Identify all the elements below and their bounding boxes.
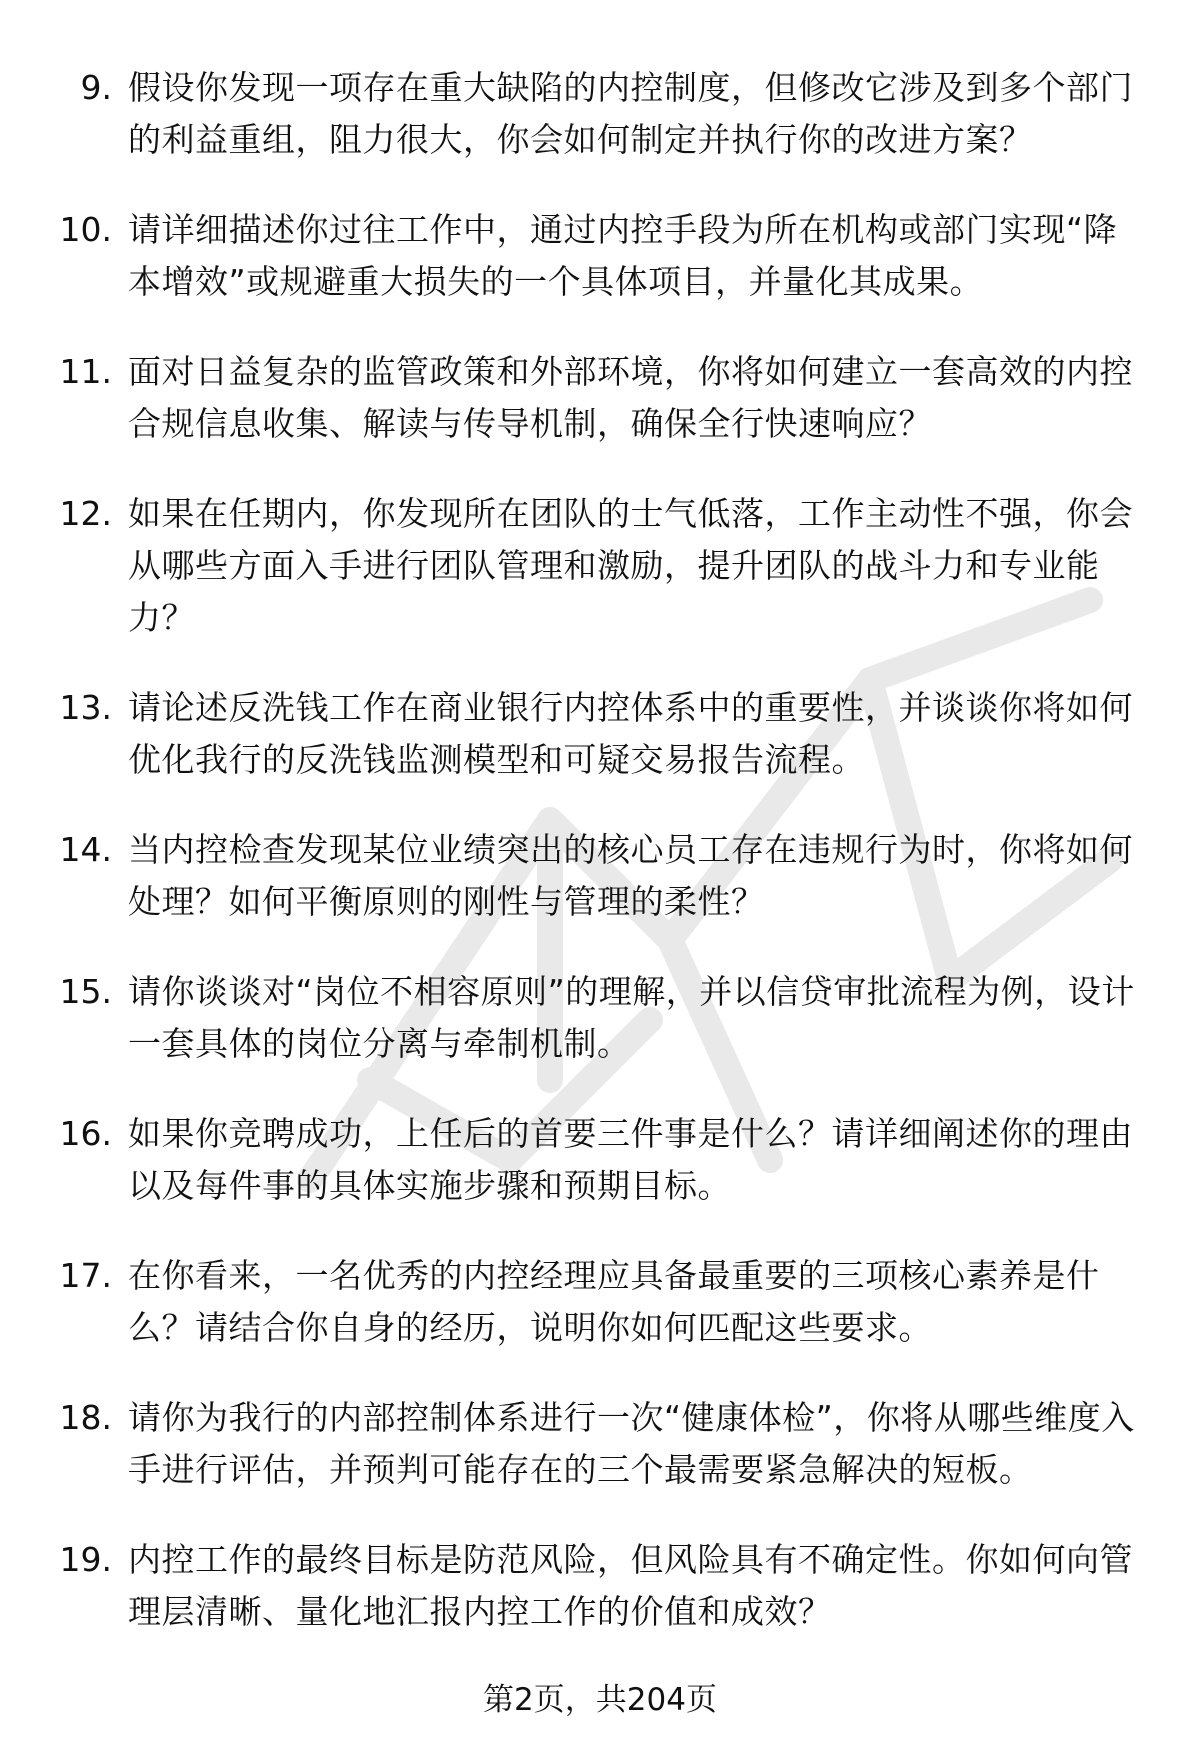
question-text: 如果你竞聘成功，上任后的首要三件事是什么？请详细阐述你的理由以及每件事的具体实施步骤和预期目标。 [128, 1114, 1133, 1205]
question-number: 13. [59, 688, 112, 727]
question-text: 当内控检查发现某位业绩突出的核心员工存在违规行为时，你将如何处理？如何平衡原则的刚性与管理的柔性？ [128, 830, 1133, 921]
question-item [0, 966, 1200, 1070]
question-item [0, 1108, 1200, 1212]
question-number: 11. [59, 352, 112, 391]
question-item [0, 62, 1200, 166]
question-number: 10. [59, 210, 112, 249]
question-text: 请论述反洗钱工作在商业银行内控体系中的重要性，并谈谈你将如何优化我行的反洗钱监测模型和可疑交易报告流程。 [128, 688, 1133, 779]
question-item [0, 824, 1200, 928]
question-text: 请详细描述你过往工作中，通过内控手段为所在机构或部门实现“降本增效”或规避重大损失的一个具体项目，并量化其成果。 [128, 210, 1118, 301]
question-item [0, 1392, 1200, 1496]
question-item [0, 1534, 1200, 1638]
question-number: 16. [59, 1114, 112, 1153]
question-item [0, 346, 1200, 450]
question-text: 内控工作的最终目标是防范风险，但风险具有不确定性。你如何向管理层清晰、量化地汇报内控工作的价值和成效？ [128, 1540, 1133, 1631]
question-list [0, 62, 1200, 1676]
question-number: 14. [59, 830, 112, 869]
question-text: 请你谈谈对“岗位不相容原则”的理解，并以信贷审批流程为例，设计一套具体的岗位分离与牵制机制。 [128, 972, 1135, 1063]
question-item [0, 1250, 1200, 1354]
question-number: 17. [59, 1256, 112, 1295]
question-number: 19. [59, 1540, 112, 1579]
question-number: 15. [59, 972, 112, 1011]
question-text: 假设你发现一项存在重大缺陷的内控制度，但修改它涉及到多个部门的利益重组，阻力很大，你会如何制定并执行你的改进方案？ [128, 68, 1133, 159]
question-text: 如果在任期内，你发现所在团队的士气低落，工作主动性不强，你会从哪些方面入手进行团队管理和激励，提升团队的战斗力和专业能力？ [128, 494, 1133, 637]
question-item [0, 488, 1200, 644]
question-number: 18. [59, 1398, 112, 1437]
page-number-footer: 第2页，共204页 [483, 1682, 717, 1718]
question-number: 12. [59, 494, 112, 533]
question-text: 请你为我行的内部控制体系进行一次“健康体检”，你将从哪些维度入手进行评估，并预判可能存在的三个最需要紧急解决的短板。 [128, 1398, 1135, 1489]
question-text: 面对日益复杂的监管政策和外部环境，你将如何建立一套高效的内控合规信息收集、解读与传导机制，确保全行快速响应？ [128, 352, 1133, 443]
question-number: 9. [80, 68, 112, 107]
question-text: 在你看来，一名优秀的内控经理应具备最重要的三项核心素养是什么？请结合你自身的经历，说明你如何匹配这些要求。 [128, 1256, 1100, 1347]
question-item [0, 204, 1200, 308]
question-item [0, 682, 1200, 786]
